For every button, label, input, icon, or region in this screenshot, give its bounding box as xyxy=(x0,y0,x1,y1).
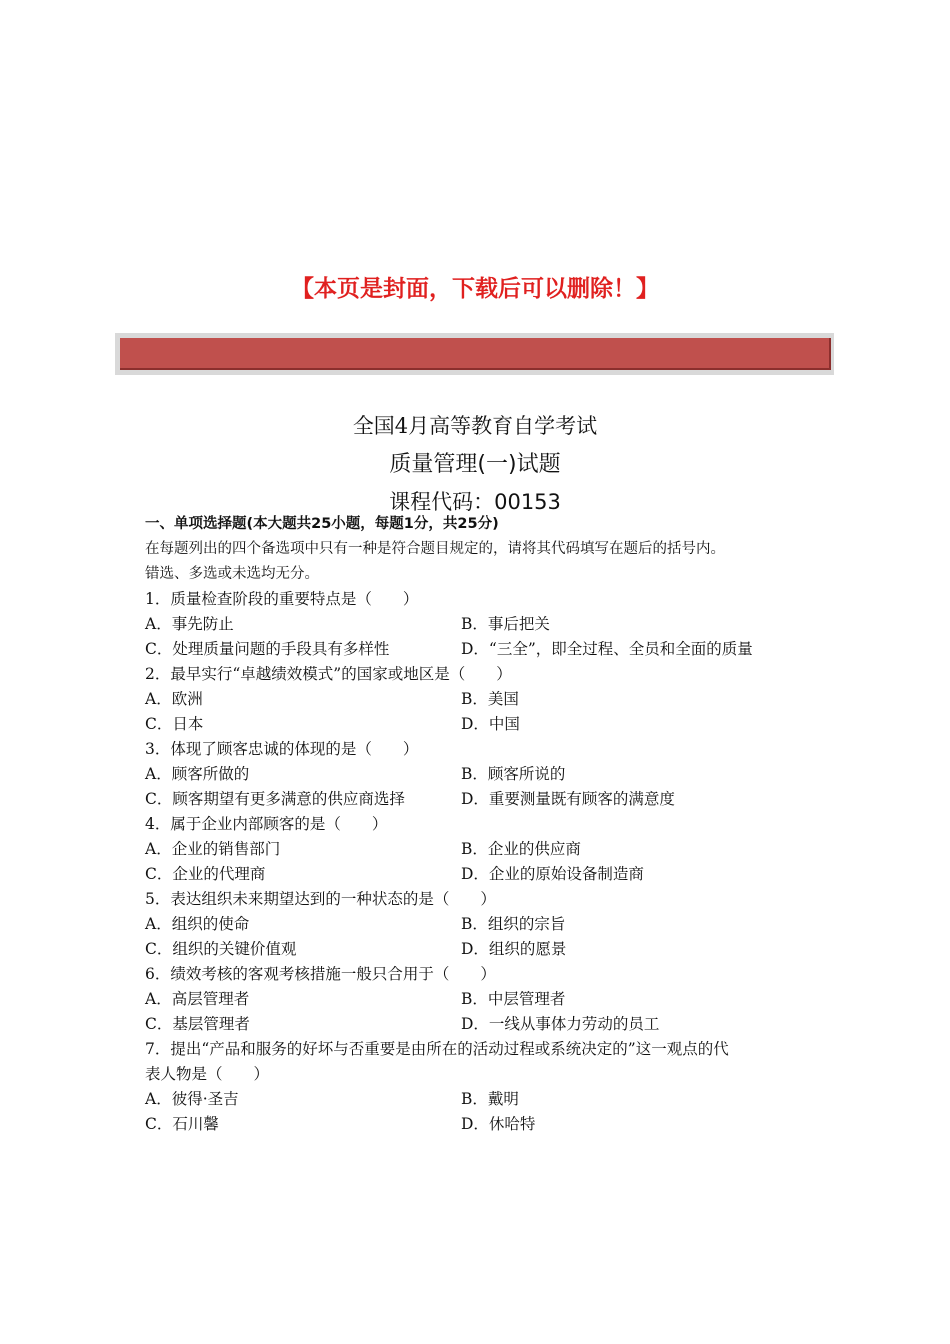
answer-option: D．一线从事体力劳动的员工 xyxy=(461,1015,660,1033)
answer-option: C．组织的关键价值观 xyxy=(145,940,297,958)
answer-option: D．中国 xyxy=(461,715,520,733)
question-item xyxy=(145,812,825,887)
answer-option: A．顾客所做的 xyxy=(145,765,250,783)
question-item xyxy=(145,1037,825,1137)
question-item xyxy=(145,887,825,962)
exam-content xyxy=(145,512,825,1137)
answer-option: B．企业的供应商 xyxy=(461,840,581,858)
exam-title: 全国4月高等教育自学考试 xyxy=(352,414,598,438)
option-row xyxy=(145,912,825,937)
answer-option: B．戴明 xyxy=(461,1090,519,1108)
question-item xyxy=(145,587,825,662)
option-row xyxy=(145,1087,825,1112)
answer-option: C．日本 xyxy=(145,715,204,733)
answer-option: D．重要测量既有顾客的满意度 xyxy=(461,790,675,808)
question-stem: 1．质量检查阶段的重要特点是（ ） xyxy=(145,590,419,608)
option-row xyxy=(145,762,825,787)
option-row xyxy=(145,612,825,637)
subject-title: 质量管理(一)试题 xyxy=(389,452,561,477)
option-row xyxy=(145,1012,825,1037)
answer-option: C．处理质量问题的手段具有多样性 xyxy=(145,640,390,658)
option-row xyxy=(145,712,825,737)
answer-option: C．石川馨 xyxy=(145,1115,219,1133)
course-code: 课程代码：00153 xyxy=(389,490,561,514)
answer-option: D．企业的原始设备制造商 xyxy=(461,865,644,883)
question-stem: 表人物是（ ） xyxy=(145,1065,270,1083)
option-row xyxy=(145,687,825,712)
question-stem: 5．表达组织未来期望达到的一种状态的是（ ） xyxy=(145,890,496,908)
answer-option: C．基层管理者 xyxy=(145,1015,250,1033)
answer-option: B．事后把关 xyxy=(461,615,550,633)
answer-option: A．组织的使命 xyxy=(145,915,250,933)
decorative-red-banner xyxy=(120,338,831,370)
answer-option: C．企业的代理商 xyxy=(145,865,266,883)
question-stem: 2．最早实行“卓越绩效模式”的国家或地区是（ ） xyxy=(145,665,512,683)
answer-option: B．中层管理者 xyxy=(461,990,566,1008)
answer-option: B．顾客所说的 xyxy=(461,765,566,783)
answer-option: A．高层管理者 xyxy=(145,990,250,1008)
answer-option: D．“三全”，即全过程、全员和全面的质量 xyxy=(461,640,753,658)
answer-option: C．顾客期望有更多满意的供应商选择 xyxy=(145,790,405,808)
question-item xyxy=(145,737,825,812)
answer-option: A．企业的销售部门 xyxy=(145,840,281,858)
question-list xyxy=(145,587,825,1137)
question-item xyxy=(145,662,825,737)
option-row xyxy=(145,937,825,962)
section-instruction: 在每题列出的四个备选项中只有一种是符合题目规定的，请将其代码填写在题后的括号内。 xyxy=(145,541,725,557)
option-row xyxy=(145,637,825,662)
option-row xyxy=(145,837,825,862)
question-item xyxy=(145,962,825,1037)
answer-option: A．事先防止 xyxy=(145,615,234,633)
answer-option: D．组织的愿景 xyxy=(461,940,567,958)
section-instruction: 错选、多选或未选均无分。 xyxy=(145,566,319,582)
answer-option: A．欧洲 xyxy=(145,690,203,708)
question-stem: 6．绩效考核的客观考核措施一般只合用于（ ） xyxy=(145,965,496,983)
section-heading: 一、单项选择题(本大题共25小题，每题1分，共25分) xyxy=(145,516,499,532)
question-stem: 3．体现了顾客忠诚的体现的是（ ） xyxy=(145,740,419,758)
decorative-banner-frame xyxy=(115,333,834,375)
answer-option: B．组织的宗旨 xyxy=(461,915,566,933)
cover-removal-note: 【本页是封面，下载后可以删除！】 xyxy=(291,276,659,302)
question-stem: 4．属于企业内部顾客的是（ ） xyxy=(145,815,388,833)
answer-option: B．美国 xyxy=(461,690,519,708)
option-row xyxy=(145,1112,825,1137)
answer-option: D．休哈特 xyxy=(461,1115,536,1133)
option-row xyxy=(145,987,825,1012)
question-stem: 7．提出“产品和服务的好坏与否重要是由所在的活动过程或系统决定的”这一观点的代 xyxy=(145,1040,729,1058)
option-row xyxy=(145,787,825,812)
option-row xyxy=(145,862,825,887)
answer-option: A．彼得·圣吉 xyxy=(145,1090,239,1108)
